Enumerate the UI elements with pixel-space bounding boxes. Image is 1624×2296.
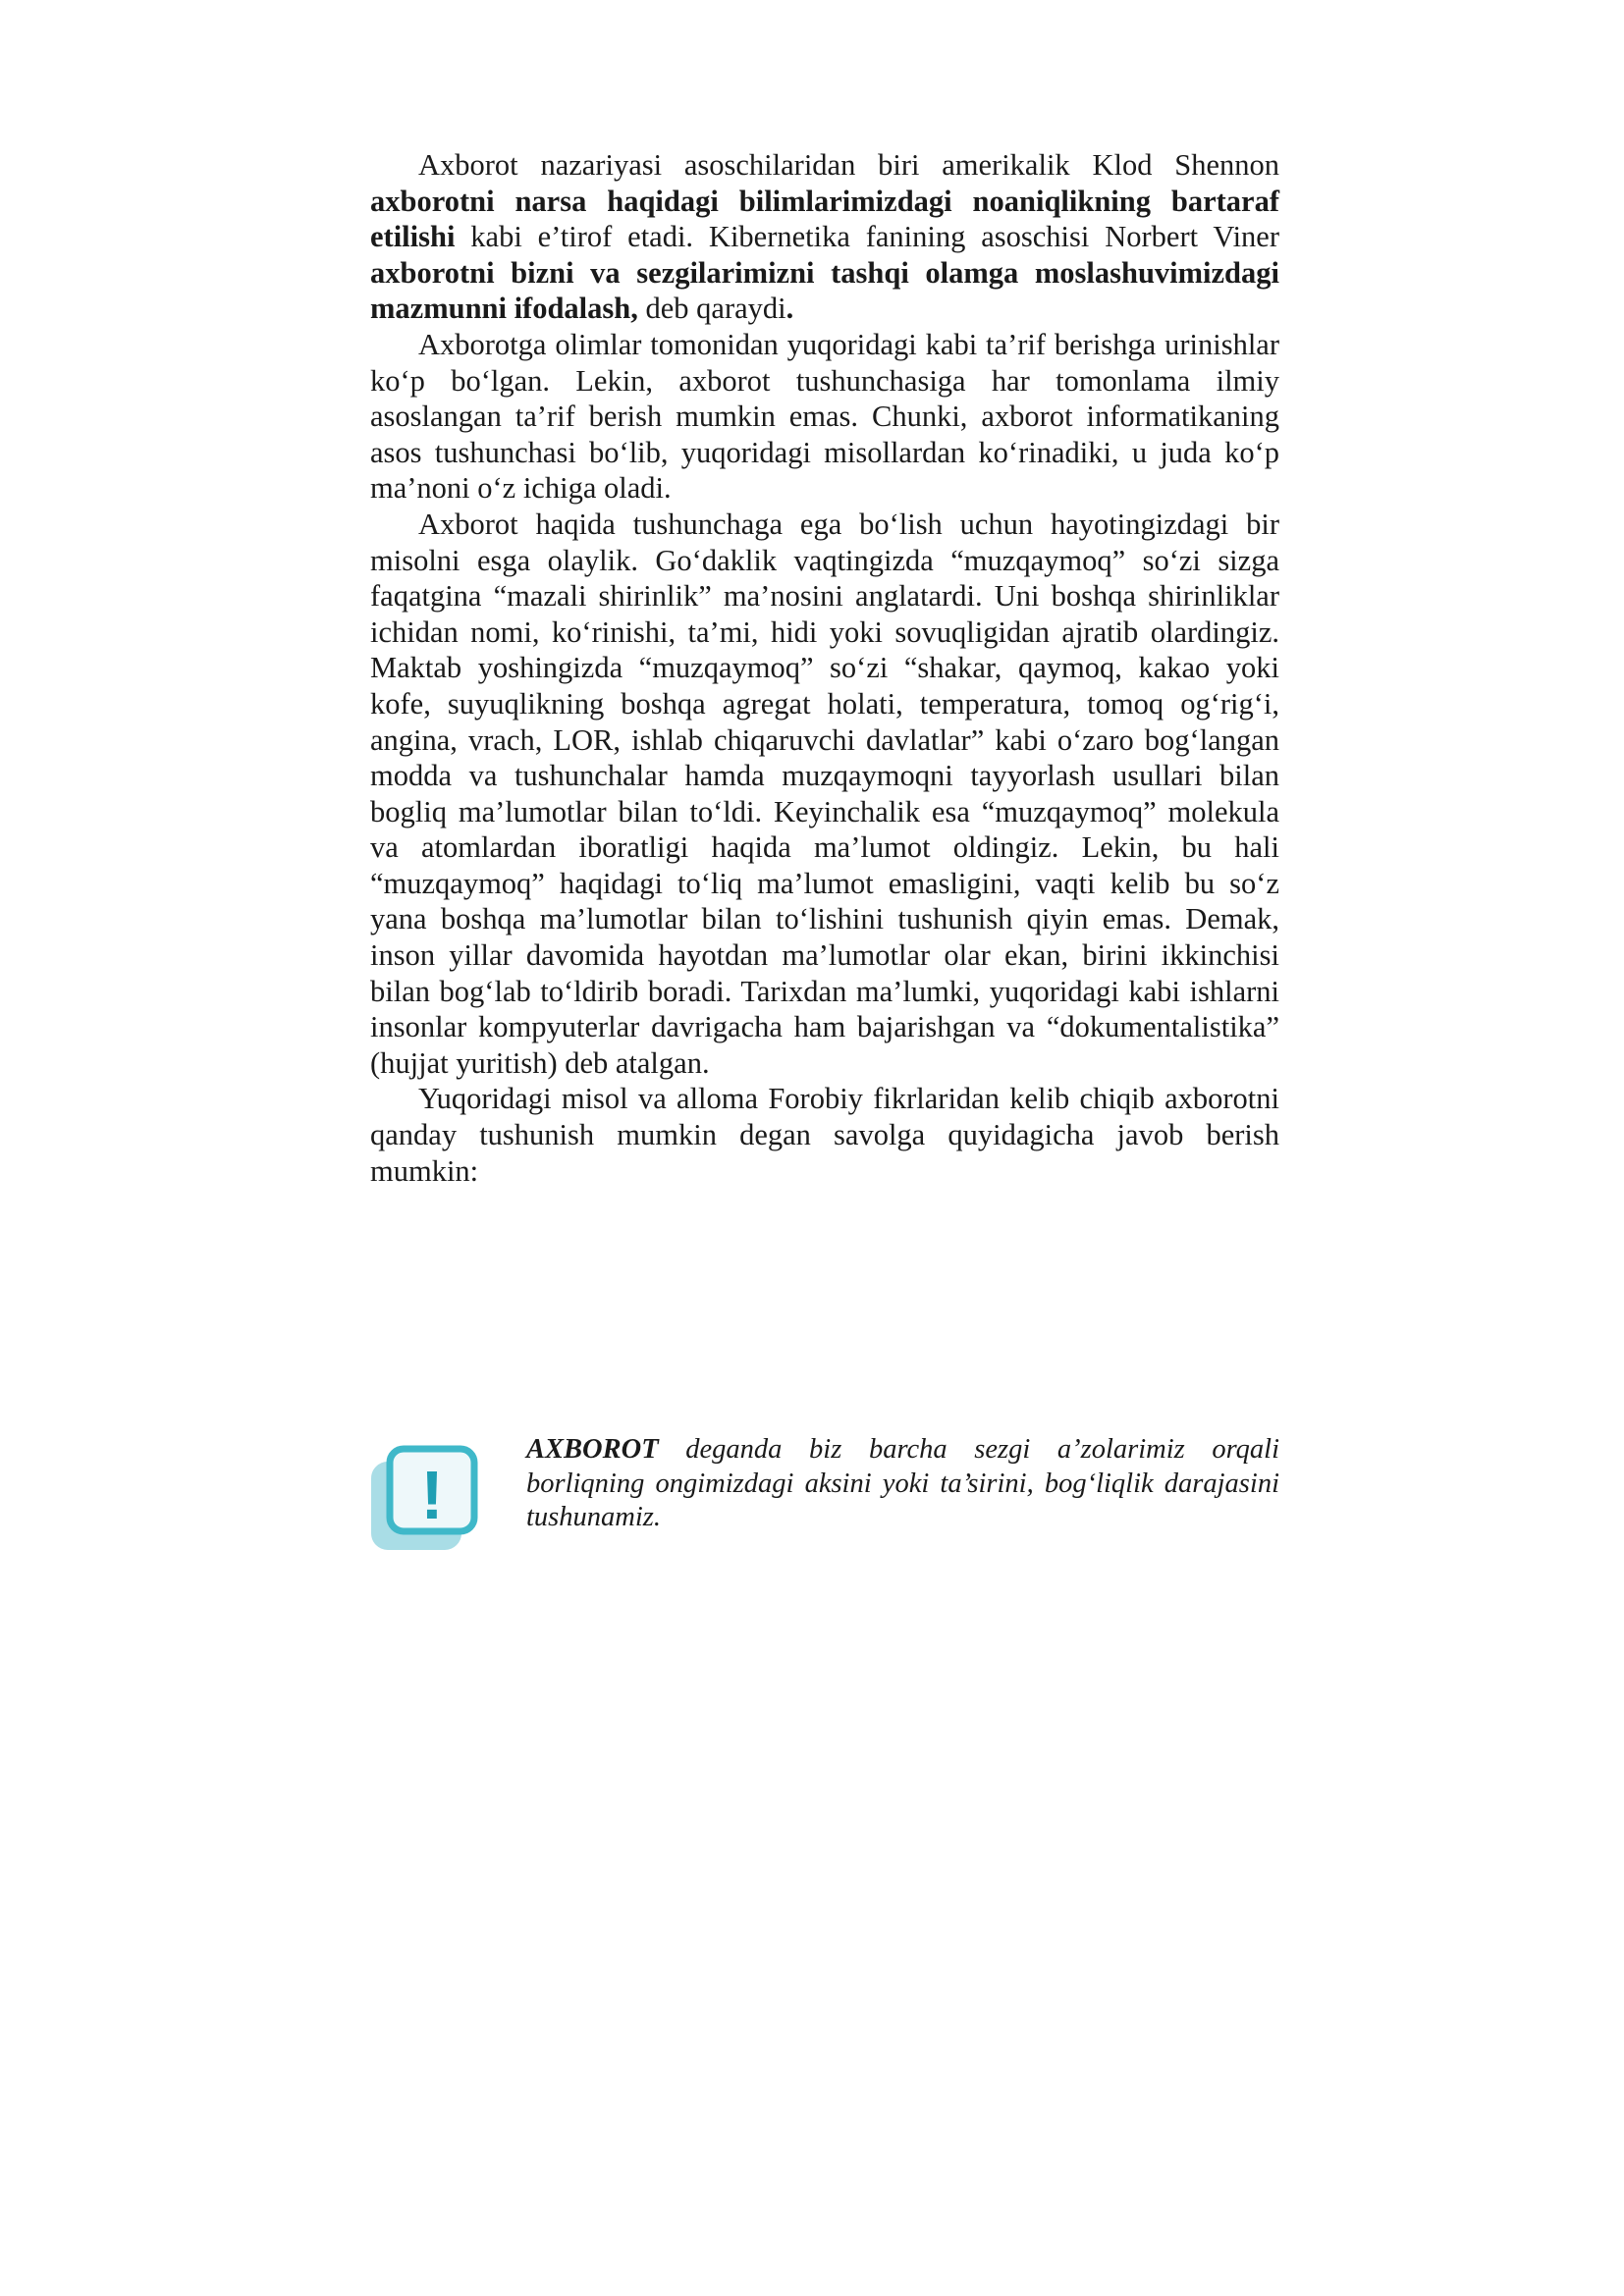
text-run: deb qaraydi: [637, 292, 786, 326]
text-run: Axborot haqida tushunchaga ega bo‘lish uchun hayotingizdagi bir misolni esga olaylik. Go‘daklik vaqtingizda “muzqaymoq” so‘zi sizga faqatgina “mazali shirinlik” ma’nosini anglatardi. Uni boshqa shirinliklar ichidan nomi, ko‘rinishi, ta’mi, hidi yoki sovuqligidan ajratib olardingiz. Maktab yoshingizda “muzqaymoq” so‘zi “shakar, qaymoq, kakao yoki kofe, suyuqlikning boshqa agregat holati, temperatura, tomoq og‘rig‘i, angina, vrach, LOR, ishlab chiqaruvchi davlatlar” kabi o‘zaro bog‘langan modda va tushunchalar hamda muzqaymoqni tayyorlash usullari bilan bogliq ma’lumotlar bilan to‘ldi. Keyinchalik esa “muzqaymoq” molekula va atomlardan iboratligi haqida ma’lumot oldingiz. Lekin, bu hali “muzqaymoq” haqidagi to‘liq ma’lumot emasligini, vaqti kelib bu so‘z yana boshqa ma’lumotlar bilan to‘lishini tushunish qiyin emas. Demak, inson yillar davomida hayotdan ma’lumotlar olar ekan, birini ikkinchisi bilan bog‘lab to‘ldirib boradi. Tarixdan ma’lumki, yuqoridagi kabi ishlarni insonlar kompyuterlar davrigacha ham bajarishgan va “dokumentalistika” (hujjat yuritish) deb atalgan.: [370, 507, 1279, 1080]
bold-phrase: axborotni narsa haqidagi bilimlarimizdagi noaniqlikning bartaraf etilishi: [370, 184, 1279, 254]
paragraph-3: [370, 507, 1279, 1082]
definition-term: AXBOROT: [526, 1434, 659, 1465]
definition-note: [370, 1433, 1279, 1551]
text-run: kabi e’tirof etadi. Kibernetika fanining asoschisi Norbert Viner: [455, 220, 1279, 254]
paragraph-4: [370, 1081, 1279, 1189]
page-body: [370, 147, 1279, 1189]
bold-phrase: axborotni bizni va sezgilarimizni tashqi olamga moslashuvimizdagi mazmunni ifodalash,: [370, 255, 1279, 326]
text-run: Axborotga olimlar tomonidan yuqoridagi kabi ta’rif berishga urinishlar ko‘p bo‘lgan. Lekin, axborot tushunchasiga har tomonlama ilmiy asoslangan ta’rif berish mumkin emas. Chunki, axborot informatikaning asos tushunchasi bo‘lib, yuqoridagi misollardan ko‘rinadiki, u juda ko‘p ma’noni o‘z ichiga oladi.: [370, 327, 1279, 506]
bold-phrase: .: [785, 292, 794, 326]
definition-text: [526, 1433, 1279, 1535]
exclamation-glyph: !: [420, 1457, 444, 1533]
text-run: Axborot nazariyasi asoschilaridan biri amerikalik Klod Shennon: [418, 148, 1279, 182]
text-run: Yuqoridagi misol va alloma Forobiy fikrlaridan kelib chiqib axborotni qanday tushunish mumkin degan savolga quyidagicha javob berish mumkin:: [370, 1082, 1279, 1188]
paragraph-1: [370, 147, 1279, 327]
definition-body: deganda biz barcha sezgi a’zolarimiz orqali borliqning ongimizdagi aksini yoki ta’sirini, bog‘liqlik darajasini tushunamiz.: [526, 1434, 1279, 1532]
paragraph-2: [370, 327, 1279, 507]
exclamation-icon: [370, 1445, 480, 1551]
